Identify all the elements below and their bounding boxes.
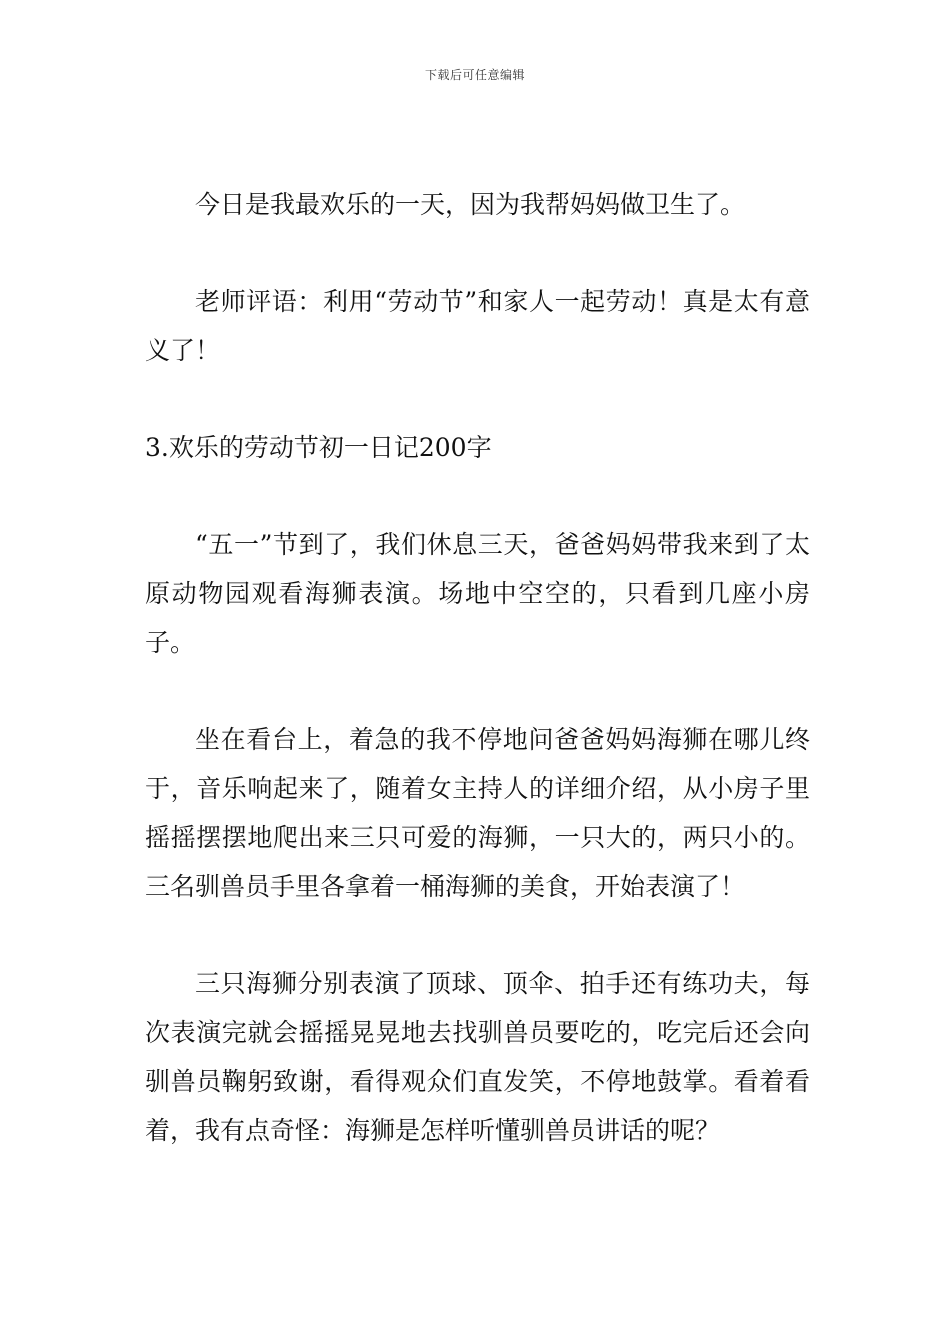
document-body (145, 180, 810, 1203)
section-heading: 3.欢乐的劳动节初一日记200字 (145, 433, 492, 462)
paragraph-5: 三只海狮分别表演了顶球、顶伞、拍手还有练功夫，每次表演完就会摇摇晃晃地去找驯兽员要吃的，吃完后还会向驯兽员鞠躬致谢，看得观众们直发笑，不停地鼓掌。看着看着，我有点奇怪：海狮是怎样听懂驯兽员讲话的呢？ (145, 969, 810, 1145)
page-header-note: 下载后可任意编辑 (424, 68, 525, 82)
paragraph-3: “五一”节到了，我们休息三天，爸爸妈妈带我来到了太原动物园观看海狮表演。场地中空空的，只看到几座小房子。 (145, 530, 810, 657)
paragraph-4: 坐在看台上，着急的我不停地问爸爸妈妈海狮在哪儿终于，音乐响起来了，随着女主持人的详细介绍，从小房子里摇摇摆摆地爬出来三只可爱的海狮，一只大的，两只小的。三名驯兽员手里各拿着一桶海狮的美食，开始表演了！ (145, 725, 810, 901)
paragraph-1: 今日是我最欢乐的一天，因为我帮妈妈做卫生了。 (195, 190, 746, 219)
paragraph-teacher-comment: 老师评语：利用“劳动节”和家人一起劳动！真是太有意义了！ (145, 287, 810, 365)
